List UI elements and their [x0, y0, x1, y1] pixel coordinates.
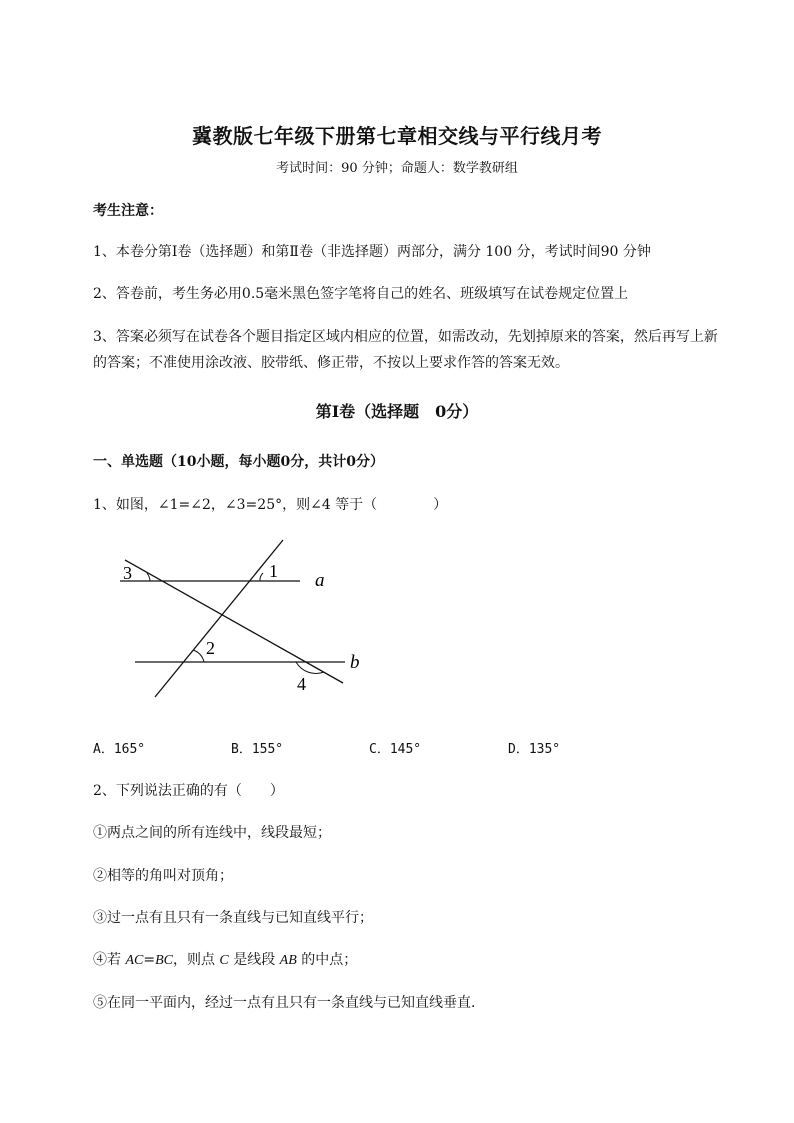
label-1: 1 [269, 561, 278, 581]
statement-4: ④若 AC=BC，则点 C 是线段 AB 的中点； [93, 952, 358, 968]
question-1-stem: 1、如图，∠1=∠2，∠3=25°，则∠4 等于（ ） [93, 497, 448, 513]
question-1-figure [110, 530, 370, 705]
statement-1: ①两点之间的所有连线中，线段最短； [93, 825, 331, 841]
choice-a: A．165° [93, 742, 146, 757]
question-2-stem: 2、下列说法正确的有（ ） [93, 783, 284, 799]
label-4: 4 [297, 674, 306, 694]
notice-heading: 考生注意： [93, 203, 163, 219]
label-a: a [315, 570, 325, 591]
notice-item-3-cont: 的答案；不准使用涂改液、胶带纸、修正带，不按以上要求作答的答案无效。 [93, 355, 569, 371]
notice-item-2: 2、答卷前，考生务必用0.5毫米黑色签字笔将自己的姓名、班级填写在试卷规定位置上 [93, 286, 629, 302]
label-3: 3 [123, 563, 132, 583]
choice-d: D．135° [508, 742, 561, 757]
section-title: 第Ⅰ卷（选择题 0分） [315, 402, 479, 421]
statement-2: ②相等的角叫对顶角； [93, 868, 233, 884]
label-b: b [350, 652, 360, 673]
label-2: 2 [206, 638, 215, 658]
page-title: 冀教版七年级下册第七章相交线与平行线月考 [192, 124, 602, 148]
notice-item-3: 3、答案必须写在试卷各个题目指定区域内相应的位置，如需改动，先划掉原来的答案，然后再写上新 [93, 329, 718, 345]
exam-info: 考试时间：90 分钟；命题人：数学教研组 [276, 161, 518, 176]
choice-c: C．145° [369, 742, 422, 757]
angle-1-arc [260, 573, 263, 581]
notice-item-1: 1、本卷分第Ⅰ卷（选择题）和第Ⅱ卷（非选择题）两部分，满分 100 分，考试时间90 分钟 [93, 244, 651, 260]
statement-3: ③过一点有且只有一条直线与已知直线平行； [93, 910, 373, 926]
transversal-1 [155, 540, 283, 697]
transversal-2 [125, 560, 343, 683]
statement-5: ⑤在同一平面内，经过一点有且只有一条直线与已知直线垂直． [93, 995, 485, 1011]
choice-b: B．155° [231, 742, 284, 757]
angle-2-arc [193, 650, 204, 662]
part-heading: 一、单选题（10小题，每小题0分，共计0分） [93, 454, 384, 470]
